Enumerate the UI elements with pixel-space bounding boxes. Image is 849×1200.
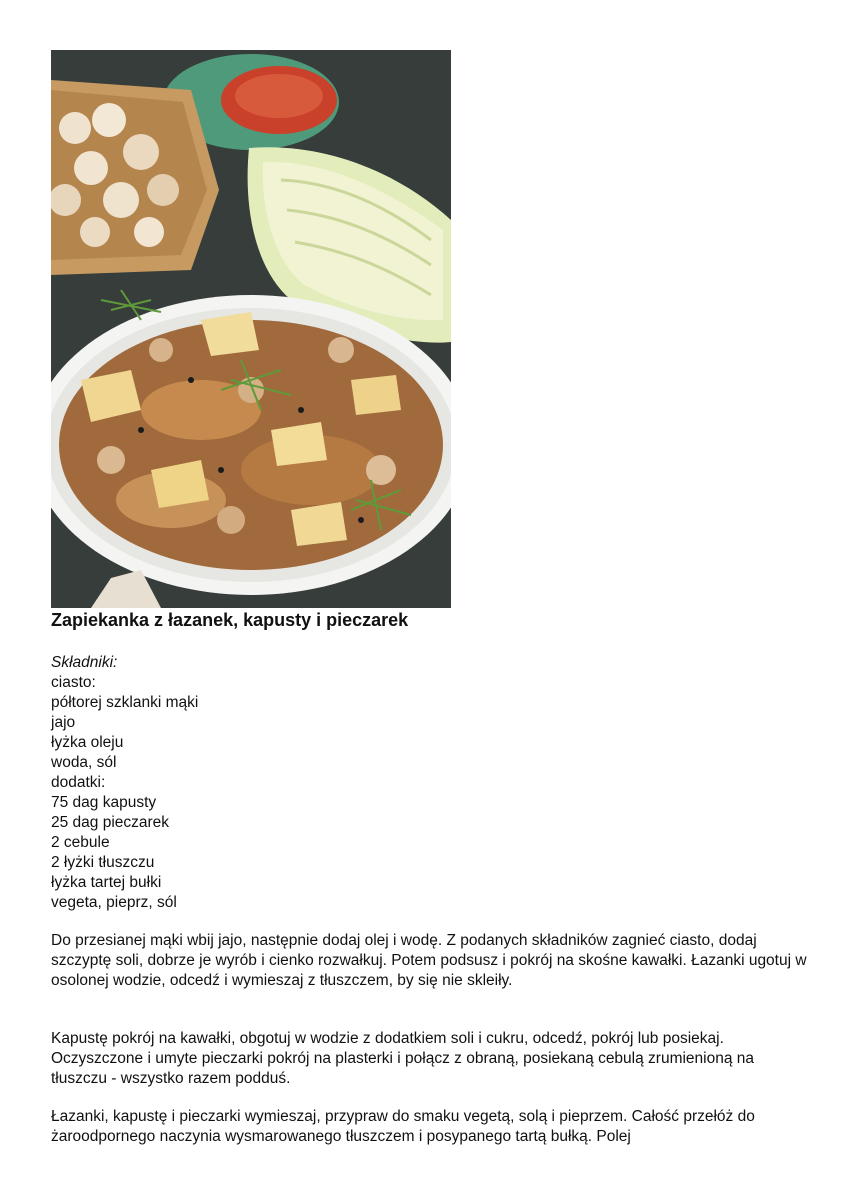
ingredient-item: vegeta, pieprz, sól bbox=[51, 894, 177, 911]
instruction-paragraph-2: Kapustę pokrój na kawałki, obgotuj w wodzie z dodatkiem soli i cukru, odcedź, pokrój lub posiekaj. Oczyszczone i umyte pieczarki pokrój na plasterki i połącz z obraną, posiekaną cebulą zrumienioną na tłuszczu - wszystko razem podduś. bbox=[51, 1030, 755, 1087]
ingredient-item: dodatki: bbox=[51, 774, 106, 791]
recipe-title: Zapiekanka z łazanek, kapusty i pieczarek bbox=[51, 610, 409, 630]
ingredient-item: półtorej szklanki mąki bbox=[51, 694, 199, 711]
ingredient-item: 2 cebule bbox=[51, 834, 110, 851]
ingredient-item: łyżka oleju bbox=[51, 734, 124, 751]
ingredient-item: 2 łyżki tłuszczu bbox=[51, 854, 155, 871]
ingredient-item: łyżka tartej bułki bbox=[51, 874, 162, 891]
ingredients-heading: Składniki: bbox=[51, 654, 118, 671]
ingredient-item: jajo bbox=[51, 714, 76, 731]
ingredient-item: ciasto: bbox=[51, 674, 96, 691]
ingredient-item: 75 dag kapusty bbox=[51, 794, 157, 811]
casserole-photo-icon bbox=[51, 50, 451, 608]
ingredient-item: 25 dag pieczarek bbox=[51, 814, 170, 831]
recipe-photo bbox=[51, 50, 451, 608]
ingredients-list bbox=[51, 653, 811, 913]
instruction-paragraph-3: Łazanki, kapustę i pieczarki wymieszaj, przypraw do smaku vegetą, solą i pieprzem. Całość przełóż do żaroodpornego naczynia wysmarowanego tłuszczem i posypanego tartą bułką. Polej bbox=[51, 1108, 755, 1145]
ingredient-item: woda, sól bbox=[51, 754, 117, 771]
instruction-paragraph-1: Do przesianej mąki wbij jajo, następnie dodaj olej i wodę. Z podanych składników zagnieć ciasto, dodaj szczyptę soli, dobrze je wyrób i cienko rozwałkuj. Potem podsusz i pokrój na skośne kawałki. Łazanki ugotuj w osolonej wodzie, odcedź i wymieszaj z tłuszczem, by się nie skleiły. bbox=[51, 932, 807, 989]
